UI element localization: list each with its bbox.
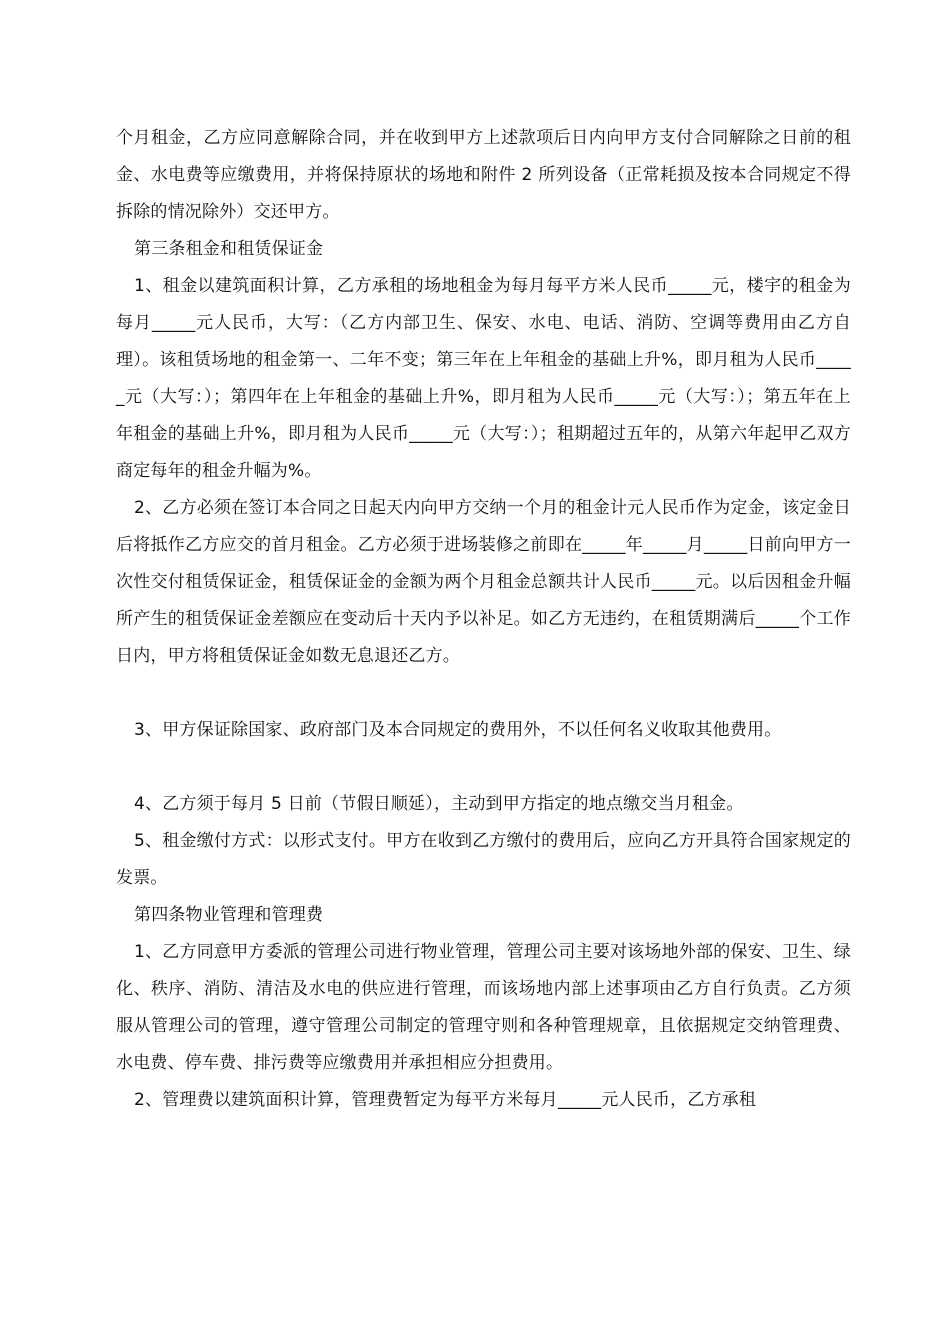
article-4-clause-1: 1、乙方同意甲方委派的管理公司进行物业管理，管理公司主要对该场地外部的保安、卫生、绿化、秩序、消防、清洁及水电的供应进行管理，而该场地内部上述事项由乙方自行负责。乙方须服从管理公司的管理，遵守管理公司制定的管理守则和各种管理规章，且依据规定交纳管理费、水电费、停车费、排污费等应缴费用并承担相应分担费用。	[116, 942, 851, 1073]
article-4-clause-2: 2、管理费以建筑面积计算，管理费暂定为每平方米每月_____元人民币，乙方承租	[134, 1090, 757, 1110]
article-3-clause-5: 5、租金缴付方式：以形式支付。甲方在收到乙方缴付的费用后，应向乙方开具符合国家规定的发票。	[116, 831, 851, 888]
article-3-heading: 第三条租金和租赁保证金	[134, 239, 324, 259]
document-body	[116, 120, 851, 1119]
article-3-clause-3: 3、甲方保证除国家、政府部门及本合同规定的费用外，不以任何名义收取其他费用。	[134, 720, 782, 740]
article-4-heading: 第四条物业管理和管理费	[134, 905, 324, 925]
article-3-clause-1: 1、租金以建筑面积计算，乙方承租的场地租金为每月每平方米人民币_____元，楼宇的租金为每月_____元人民币，大写：（乙方内部卫生、保安、水电、电话、消防、空调等费用由乙方自理）。该租赁场地的租金第一、二年不变；第三年在上年租金的基础上升%，即月租为人民币_____元（大写：）；第四年在上年租金的基础上升%，即月租为人民币_____元（大写：）；第五年在上年租金的基础上升%，即月租为人民币_____元（大写：）；租期超过五年的，从第六年起甲乙双方商定每年的租金升幅为%。	[116, 276, 851, 481]
article-3-clause-2: 2、乙方必须在签订本合同之日起天内向甲方交纳一个月的租金计元人民币作为定金，该定金日后将抵作乙方应交的首月租金。乙方必须于进场装修之前即在_____年_____月_____日前向甲方一次性交付租赁保证金，租赁保证金的金额为两个月租金总额共计人民币_____元。以后因租金升幅所产生的租赁保证金差额应在变动后十天内予以补足。如乙方无违约，在租赁期满后_____个工作日内，甲方将租赁保证金如数无息退还乙方。	[116, 498, 851, 666]
paragraph-termination-continued: 个月租金，乙方应同意解除合同，并在收到甲方上述款项后日内向甲方支付合同解除之日前的租金、水电费等应缴费用，并将保持原状的场地和附件 2 所列设备（正常耗损及按本合同规定不得拆除的情况除外）交还甲方。	[116, 128, 851, 222]
article-3-clause-4: 4、乙方须于每月 5 日前（节假日顺延），主动到甲方指定的地点缴交当月租金。	[134, 794, 744, 814]
